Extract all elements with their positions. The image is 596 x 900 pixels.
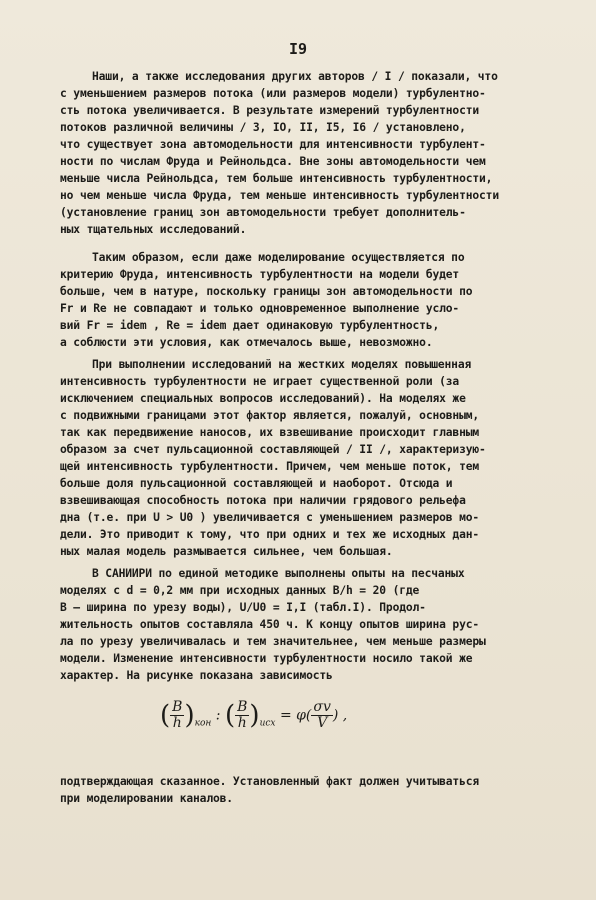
- text-line: сть потока увеличивается. В результате измерений турбулентности: [60, 104, 480, 117]
- text-line: (установление границ зон автомодельности требует дополнитель-: [60, 206, 466, 219]
- text-line: интенсивность турбулентности не играет существенной роли (за: [60, 375, 460, 388]
- text-line: B – ширина по урезу воды), U/U0 = I,I (табл.I). Продол-: [60, 601, 426, 614]
- text-line: а соблюсти эти условия, как отмечалось выше, невозможно.: [60, 336, 433, 349]
- text-line: Fr и Re не совпадают и только одновременное выполнение усло-: [60, 302, 460, 315]
- text-line: подтверждающая сказанное. Установленный факт должен учитываться: [60, 775, 480, 788]
- text-line: потоков различной величины / 3, IO, II, I5, I6 / установлено,: [60, 121, 466, 134]
- text-line: модели. Изменение интенсивности турбулентности носило такой же: [60, 652, 473, 665]
- text-line: меньше числа Рейнольдса, тем больше интенсивность турбулентности,: [60, 172, 493, 185]
- text-line: ных малая модель размывается сильнее, чем большая.: [60, 545, 393, 558]
- text-line: больше доля пульсационной составляющей и наоборот. Отсюда и: [60, 477, 453, 490]
- text-line: Таким образом, если даже моделирование осуществляется по: [92, 251, 465, 264]
- text-line: Наши, а также исследования других авторов / I / показали, что: [92, 70, 498, 83]
- text-line: дна (т.е. при U > U0 ) увеличивается с уменьшением размеров мо-: [60, 511, 480, 524]
- text-line: что существует зона автомодельности для интенсивности турбулент-: [60, 138, 486, 151]
- text-line: ных тщательных исследований.: [60, 223, 247, 236]
- text-line: с подвижными границами этот фактор является, пожалуй, основным,: [60, 409, 480, 422]
- text-line: дели. Это приводит к тому, что при одних и тех же исходных дан-: [60, 528, 480, 541]
- text-line: при моделировании каналов.: [60, 792, 233, 805]
- text-line: исключением специальных вопросов исследований). На моделях же: [60, 392, 466, 405]
- text-line: но чем меньше числа Фруда, тем меньше интенсивность турбулентности: [60, 189, 499, 202]
- text-line: взвешивающая способность потока при наличии грядового рельефа: [60, 494, 466, 507]
- text-line: критерию Фруда, интенсивность турбулентности на модели будет: [60, 268, 460, 281]
- text-line: так как передвижение наносов, их взвешивание происходит главным: [60, 426, 480, 439]
- text-line: жительность опытов составляла 450 ч. К концу опытов ширина рус-: [60, 618, 480, 631]
- formula: ( $\frac{B}{h}$ )$_{кон}$ : ( $\frac{B}{h}$ )$_{исх} = \varphi$( $\frac{\sigma v}{V}$ ) ,: [160, 699, 348, 731]
- text-line: образом за счет пульсационной составляющей / II /, характеризую-: [60, 443, 486, 456]
- text-line: моделях с d = 0,2 мм при исходных данных B/h = 20 (где: [60, 584, 420, 597]
- text-line: больше, чем в натуре, поскольку границы зон автомодельности по: [60, 285, 473, 298]
- text-line: ла по урезу увеличивалась и тем значительнее, чем меньше размеры: [60, 635, 486, 648]
- text-line: В САНИИРИ по единой методике выполнены опыты на песчаных: [92, 567, 465, 580]
- text-line: характер. На рисунке показана зависимость: [60, 669, 333, 682]
- page-number: I9: [288, 40, 308, 58]
- text-line: ности по числам Фруда и Рейнольдса. Вне зоны автомодельности чем: [60, 155, 486, 168]
- text-line: щей интенсивность турбулентности. Причем, чем меньше поток, тем: [60, 460, 480, 473]
- text-line: вий Fr = idem , Re = idem дает одинаковую турбулентность,: [60, 319, 440, 332]
- text-line: При выполнении исследований на жестких моделях повышенная: [92, 358, 472, 371]
- text-line: с уменьшением размеров потока (или размеров модели) турбулентно-: [60, 87, 486, 100]
